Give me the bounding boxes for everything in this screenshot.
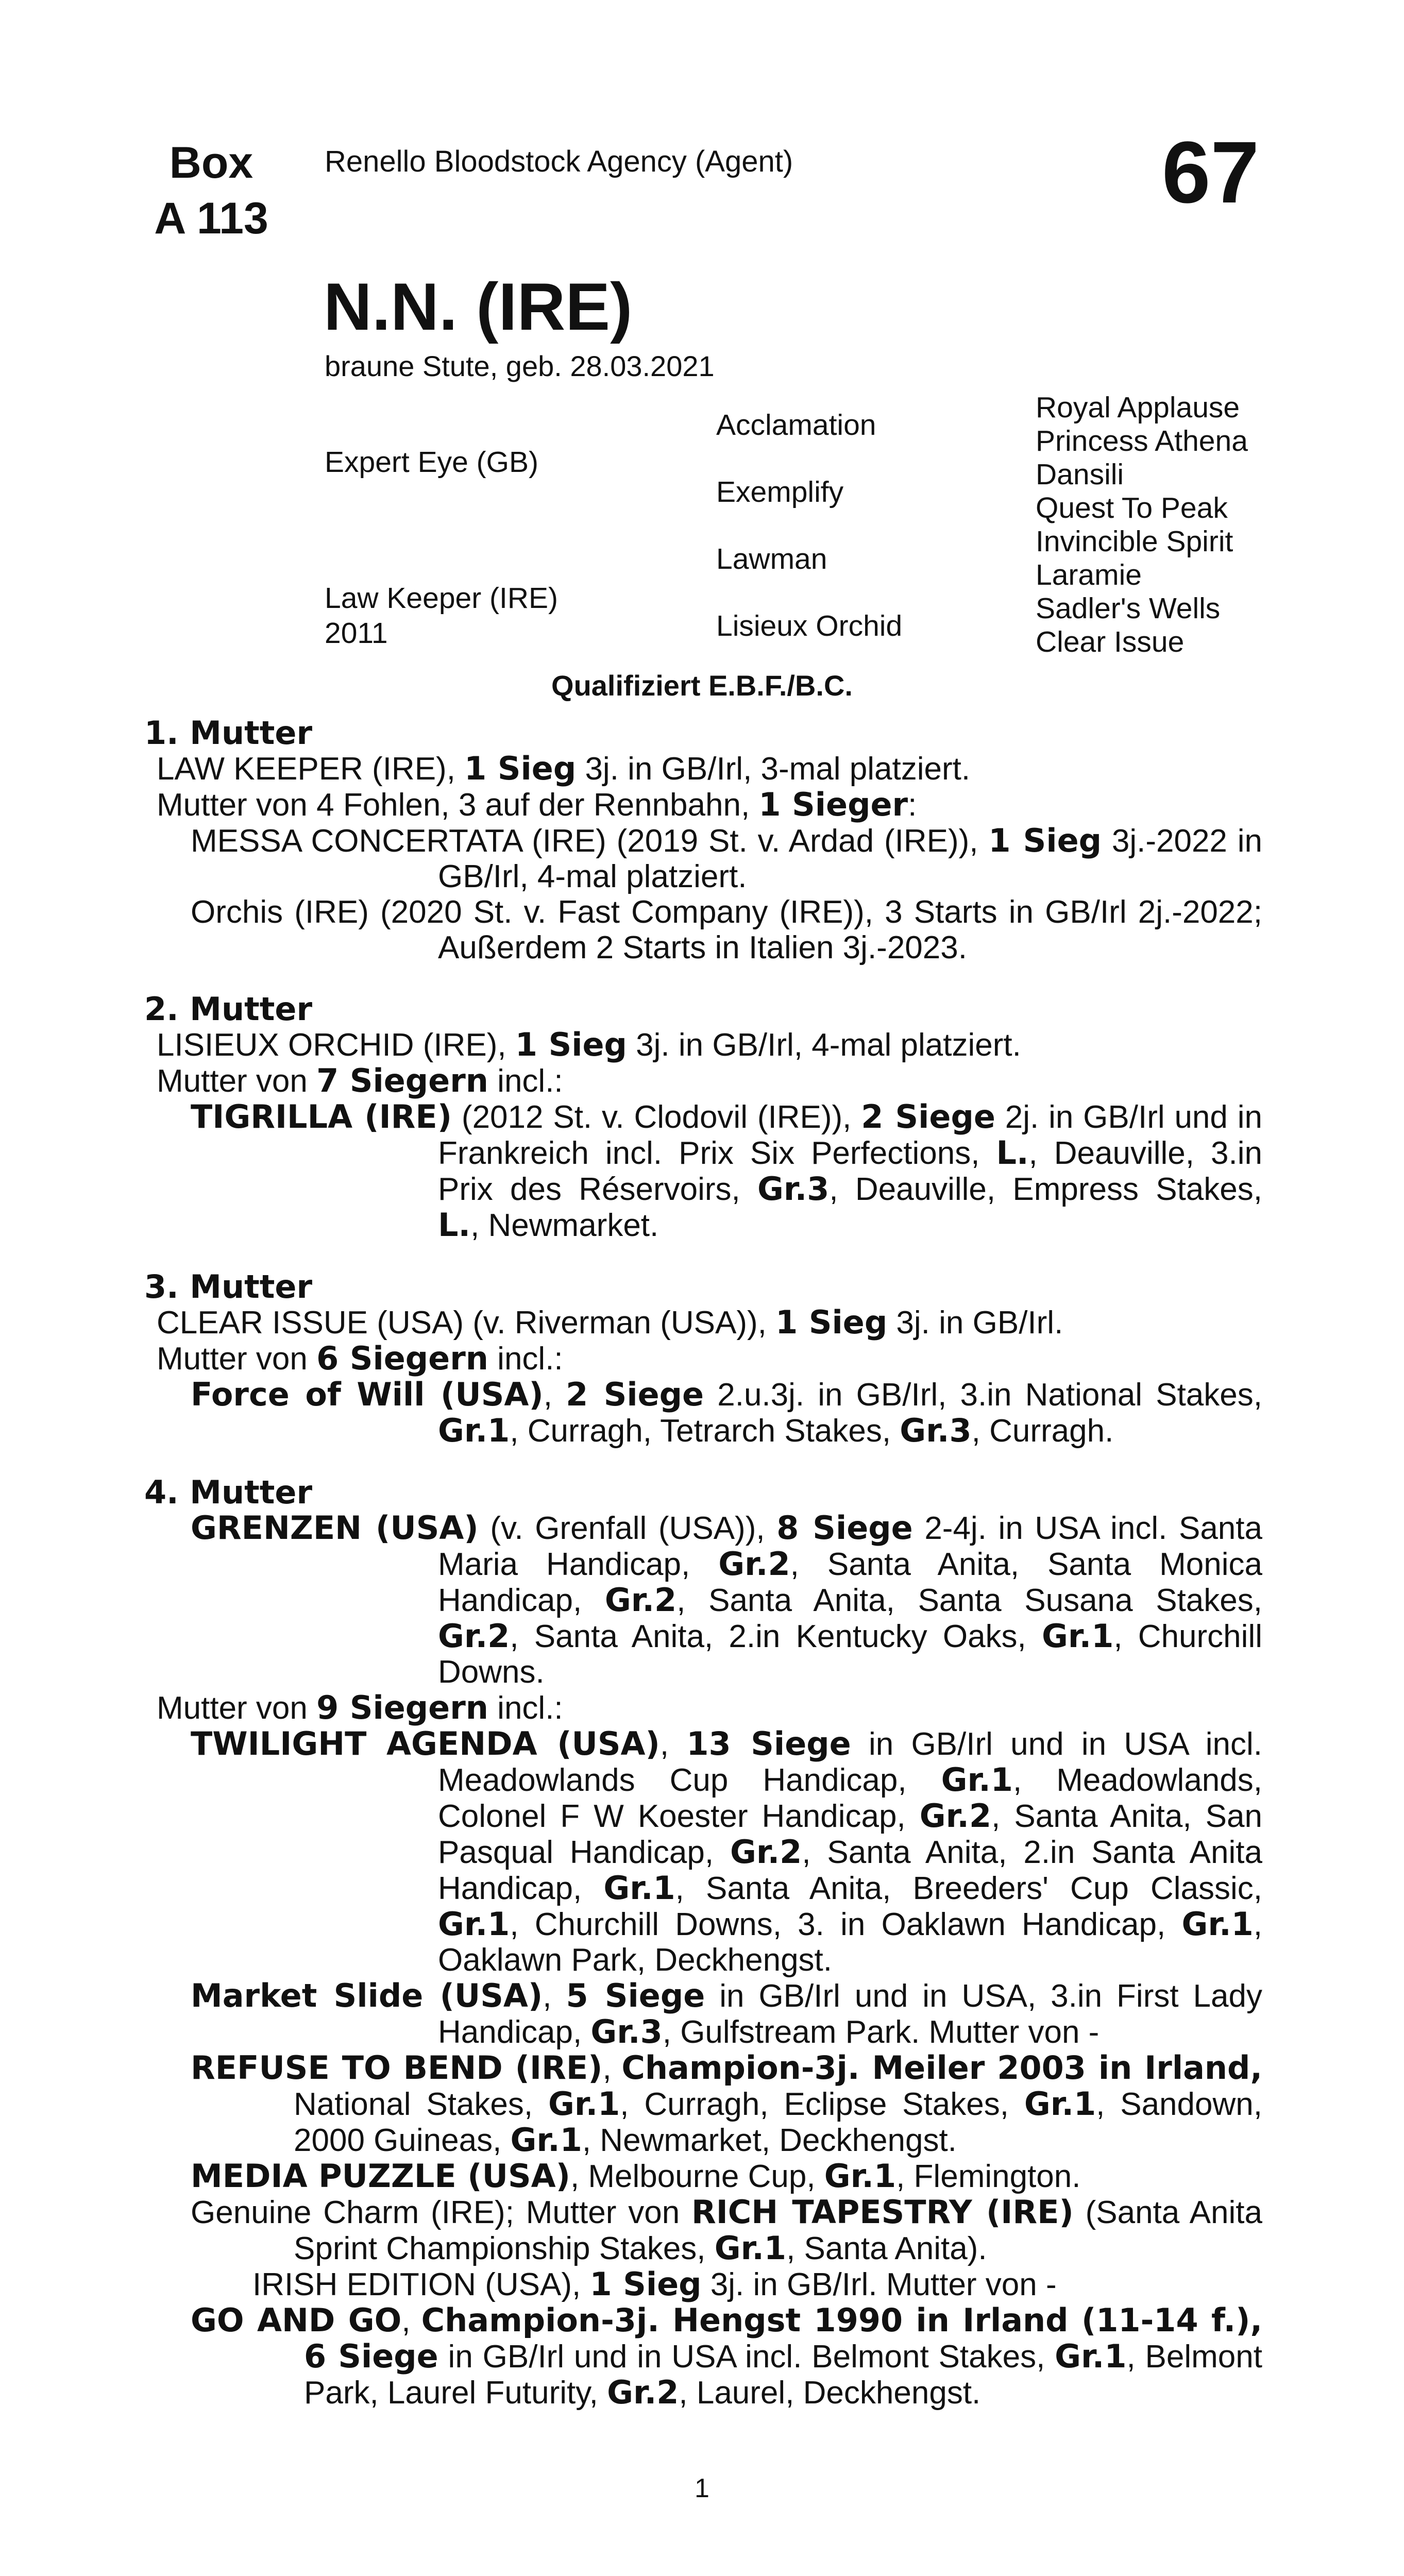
bold-text: Gr.2	[438, 1617, 510, 1655]
pedigree-sire: Expert Eye (GB)	[325, 446, 538, 479]
text: Mutter von	[157, 1341, 317, 1377]
text: Genuine Charm (IRE); Mutter von	[191, 2195, 691, 2230]
entry-paragraph	[144, 2194, 1262, 2266]
bold-text: L.	[996, 1134, 1029, 1172]
bold-text: 13 Siege	[686, 1725, 851, 1762]
text: , Deauville, Empress Stakes,	[829, 1172, 1262, 1207]
pedigree-gen3: Invincible Spirit	[1036, 525, 1233, 558]
text: LAW KEEPER (IRE),	[157, 751, 465, 787]
text: , Newmarket, Deckhengst.	[582, 2123, 957, 2158]
text: , Deauville, 3.in Prix des Réservoirs,	[438, 1136, 1262, 1207]
text: 3j. in GB/Irl, 3-mal platziert.	[576, 751, 971, 787]
bold-text: 7 Siegern	[316, 1062, 488, 1099]
bold-text: Gr.3	[590, 2013, 663, 2050]
text: , Meadowlands, Colonel F W Koester Handicap,	[438, 1762, 1262, 1834]
entry-paragraph	[144, 1726, 1262, 1978]
text: in GB/Irl und in USA incl. Belmont Stakes,	[438, 2339, 1055, 2375]
text: , Santa Anita, Santa Susana Stakes,	[676, 1583, 1262, 1618]
section-heading: 2. Mutter	[144, 990, 313, 1028]
text: in GB/Irl und in USA, 3.in First Lady Handicap,	[438, 1978, 1262, 2050]
bold-text: GRENZEN (USA)	[191, 1509, 479, 1547]
pedigree-gen3: Sadler's Wells	[1036, 592, 1221, 625]
pedigree-gen2: Lisieux Orchid	[716, 609, 903, 642]
horse-description: braune Stute, geb. 28.03.2021	[325, 350, 715, 382]
bold-text: TWILIGHT AGENDA (USA)	[191, 1725, 660, 1762]
bold-text: 2 Siege	[566, 1376, 704, 1413]
bold-text: Gr.1	[510, 2121, 582, 2159]
bold-text: Market Slide (USA)	[191, 1977, 543, 2014]
bold-text: Gr.1	[941, 1761, 1013, 1799]
text: 2j. in GB/Irl und in Frankreich incl. Prix Six Perfections,	[438, 1099, 1262, 1171]
text: Orchis (IRE) (2020 St. v. Fast Company (IRE)), 3 Starts in GB/Irl 2j.-2022; Außerdem 2 Starts in Italien 3j.-2023.	[191, 894, 1262, 965]
entry-paragraph	[144, 1341, 1262, 1377]
text: , Santa Anita, Santa Monica Handicap,	[438, 1547, 1262, 1618]
bold-text: 1 Sieg	[589, 2265, 702, 2303]
text: ,	[602, 2050, 622, 2086]
entry-paragraph	[144, 2302, 1262, 2411]
pedigree-gen3: Laramie	[1036, 558, 1142, 591]
entry-paragraph	[144, 2158, 1262, 2194]
entry-paragraph	[144, 1377, 1262, 1449]
section-heading: 1. Mutter	[144, 714, 313, 752]
bold-text: RICH TAPESTRY (IRE)	[691, 2193, 1074, 2231]
bold-text: Gr.2	[604, 1581, 677, 1619]
mutter-section	[144, 1269, 1262, 1449]
text: , Curragh.	[971, 1413, 1114, 1449]
section-heading: 3. Mutter	[144, 1268, 313, 1306]
box-label	[144, 135, 278, 246]
bold-text: Gr.1	[438, 1905, 510, 1943]
bold-text: TIGRILLA (IRE)	[191, 1098, 452, 1136]
text: 3j. in GB/Irl, 4-mal platziert.	[627, 1027, 1021, 1063]
bold-text: Gr.2	[730, 1833, 802, 1871]
bold-text: 8 Siege	[776, 1509, 913, 1547]
entry-paragraph	[144, 1304, 1262, 1341]
bold-text: 5 Siege	[566, 1977, 705, 2014]
text: LISIEUX ORCHID (IRE),	[157, 1027, 515, 1063]
entry-paragraph	[144, 1027, 1262, 1063]
bold-text: Gr.1	[1055, 2337, 1127, 2375]
text: , Churchill Downs.	[438, 1619, 1262, 1690]
bold-text: Gr.1	[438, 1412, 510, 1449]
text: (2012 St. v. Clodovil (IRE)),	[452, 1099, 861, 1135]
text: , Churchill Downs, 3. in Oaklawn Handicap,	[510, 1907, 1182, 1942]
page-number: 1	[695, 2473, 709, 2503]
entry-paragraph	[144, 1099, 1262, 1243]
text: IRISH EDITION (USA),	[252, 2267, 590, 2302]
family-sections	[144, 715, 1262, 2411]
text: Mutter von	[157, 1063, 317, 1099]
bold-text: Gr.1	[1042, 1617, 1114, 1655]
mutter-section	[144, 1475, 1262, 2411]
pedigree-dam: Law Keeper (IRE)	[325, 582, 559, 615]
entry-paragraph	[144, 1978, 1262, 2050]
entry-paragraph	[144, 1690, 1262, 1726]
bold-text: REFUSE TO BEND (IRE)	[191, 2049, 603, 2087]
bold-text: Gr.2	[718, 1545, 790, 1583]
entry-paragraph	[144, 751, 1262, 787]
text: , Santa Anita, 2.in Kentucky Oaks,	[510, 1619, 1042, 1654]
horse-name: N.N. (IRE)	[324, 269, 633, 344]
text: 3j. in GB/Irl.	[887, 1305, 1063, 1341]
entry-paragraph	[144, 787, 1262, 823]
box-line2: A 113	[154, 194, 268, 243]
text: incl.:	[488, 1690, 563, 1726]
bold-text: Gr.1	[603, 1869, 675, 1907]
text: ,	[543, 1377, 566, 1413]
bold-text: GO AND GO	[191, 2301, 402, 2339]
pedigree-gen2: Exemplify	[716, 476, 844, 509]
text: , Santa Anita).	[786, 2231, 987, 2266]
bold-text: Gr.1	[1024, 2085, 1096, 2123]
bold-text: Gr.2	[607, 2374, 679, 2411]
text: (Santa Anita Sprint Championship Stakes,	[294, 2195, 1262, 2266]
bold-text: Gr.3	[757, 1170, 830, 1208]
mutter-section	[144, 991, 1262, 1243]
pedigree-gen2: Lawman	[716, 543, 827, 575]
bold-text: Force of Will (USA)	[191, 1376, 544, 1413]
bold-text: 6 Siegern	[316, 1340, 488, 1377]
mutter-section	[144, 715, 1262, 965]
pedigree-gen3: Princess Athena	[1036, 425, 1248, 457]
bold-text: Gr.1	[548, 2085, 620, 2123]
entry-paragraph	[144, 2050, 1262, 2158]
text: 2.u.3j. in GB/Irl, 3.in National Stakes,	[704, 1377, 1262, 1413]
text: ,	[659, 1726, 687, 1762]
text: incl.:	[488, 1341, 563, 1377]
text: incl.:	[488, 1063, 563, 1099]
pedigree-gen3: Clear Issue	[1036, 625, 1185, 658]
entry-paragraph	[144, 1510, 1262, 1690]
bold-text: 2 Siege	[861, 1098, 995, 1136]
text: , Gulfstream Park. Mutter von -	[662, 2014, 1099, 2050]
text: (v. Grenfall (USA)),	[478, 1511, 777, 1546]
bold-text: Gr.2	[919, 1797, 992, 1835]
text: , Santa Anita, Breeders' Cup Classic,	[675, 1871, 1262, 1906]
lot-number: 67	[1162, 124, 1260, 222]
qualification-note: Qualifiziert E.B.F./B.C.	[551, 669, 853, 702]
pedigree-gen2: Acclamation	[716, 409, 876, 442]
bold-text: Champion-3j. Meiler 2003 in Irland,	[621, 2049, 1262, 2087]
text: Mutter von 4 Fohlen, 3 auf der Rennbahn,	[157, 787, 759, 823]
text: 3j.-2022 in GB/Irl, 4-mal platziert.	[438, 823, 1263, 894]
text: , Santa Anita, 2.in Santa Anita Handicap,	[438, 1835, 1262, 1906]
box-line1: Box	[169, 138, 253, 188]
bold-text: Gr.3	[900, 1412, 972, 1449]
text: 2-4j. in USA incl. Santa Maria Handicap,	[438, 1511, 1262, 1582]
entry-paragraph	[144, 1063, 1262, 1099]
bold-text: 1 Sieg	[515, 1026, 627, 1063]
text: :	[908, 787, 917, 823]
text: CLEAR ISSUE (USA) (v. Riverman (USA)),	[157, 1305, 776, 1341]
pedigree-gen3: Quest To Peak	[1036, 492, 1228, 524]
text: , Curragh, Eclipse Stakes,	[620, 2087, 1024, 2122]
text: , Oaklawn Park, Deckhengst.	[438, 1907, 1262, 1978]
agent-name: Renello Bloodstock Agency (Agent)	[325, 145, 793, 178]
entry-paragraph	[144, 2266, 1262, 2302]
bold-text: 6 Siege	[304, 2337, 438, 2375]
entry-paragraph	[144, 823, 1262, 894]
bold-text: L.	[438, 1206, 471, 1244]
text: , Belmont Park, Laurel Futurity,	[304, 2339, 1262, 2411]
pedigree-dam-year: 2011	[325, 617, 388, 650]
pedigree-gen3: Dansili	[1036, 458, 1124, 491]
text: , Newmarket.	[470, 1208, 659, 1243]
section-heading: 4. Mutter	[144, 1473, 313, 1511]
bold-text: Gr.1	[1181, 1905, 1254, 1943]
text: , Melbourne Cup,	[570, 2159, 824, 2194]
bold-text: 1 Sieger	[758, 786, 908, 823]
text: , Santa Anita, San Pasqual Handicap,	[438, 1799, 1262, 1870]
bold-text: 9 Siegern	[316, 1689, 488, 1726]
text: in GB/Irl und in USA incl. Meadowlands Cup Handicap,	[438, 1726, 1263, 1798]
bold-text: Champion-3j. Hengst 1990 in Irland (11-14 f.),	[421, 2301, 1263, 2339]
text: , Flemington.	[896, 2159, 1081, 2194]
text: National Stakes,	[294, 2087, 548, 2122]
text: ,	[401, 2303, 421, 2338]
bold-text: Gr.1	[824, 2157, 896, 2195]
bold-text: 1 Sieg	[988, 822, 1102, 859]
bold-text: 1 Sieg	[775, 1303, 888, 1341]
text: , Laurel, Deckhengst.	[679, 2375, 981, 2411]
text: ,	[543, 1978, 566, 2014]
text: MESSA CONCERTATA (IRE) (2019 St. v. Ardad (IRE)),	[191, 823, 989, 859]
text: 3j. in GB/Irl. Mutter von -	[701, 2267, 1057, 2302]
text: Mutter von	[157, 1690, 317, 1726]
bold-text: Gr.1	[714, 2229, 787, 2267]
pedigree-gen3: Royal Applause	[1036, 391, 1240, 424]
bold-text: 1 Sieg	[464, 750, 577, 787]
text: , Curragh, Tetrarch Stakes,	[510, 1413, 900, 1449]
text: , Sandown, 2000 Guineas,	[294, 2087, 1262, 2158]
entry-paragraph	[144, 894, 1262, 965]
bold-text: MEDIA PUZZLE (USA)	[191, 2157, 570, 2195]
